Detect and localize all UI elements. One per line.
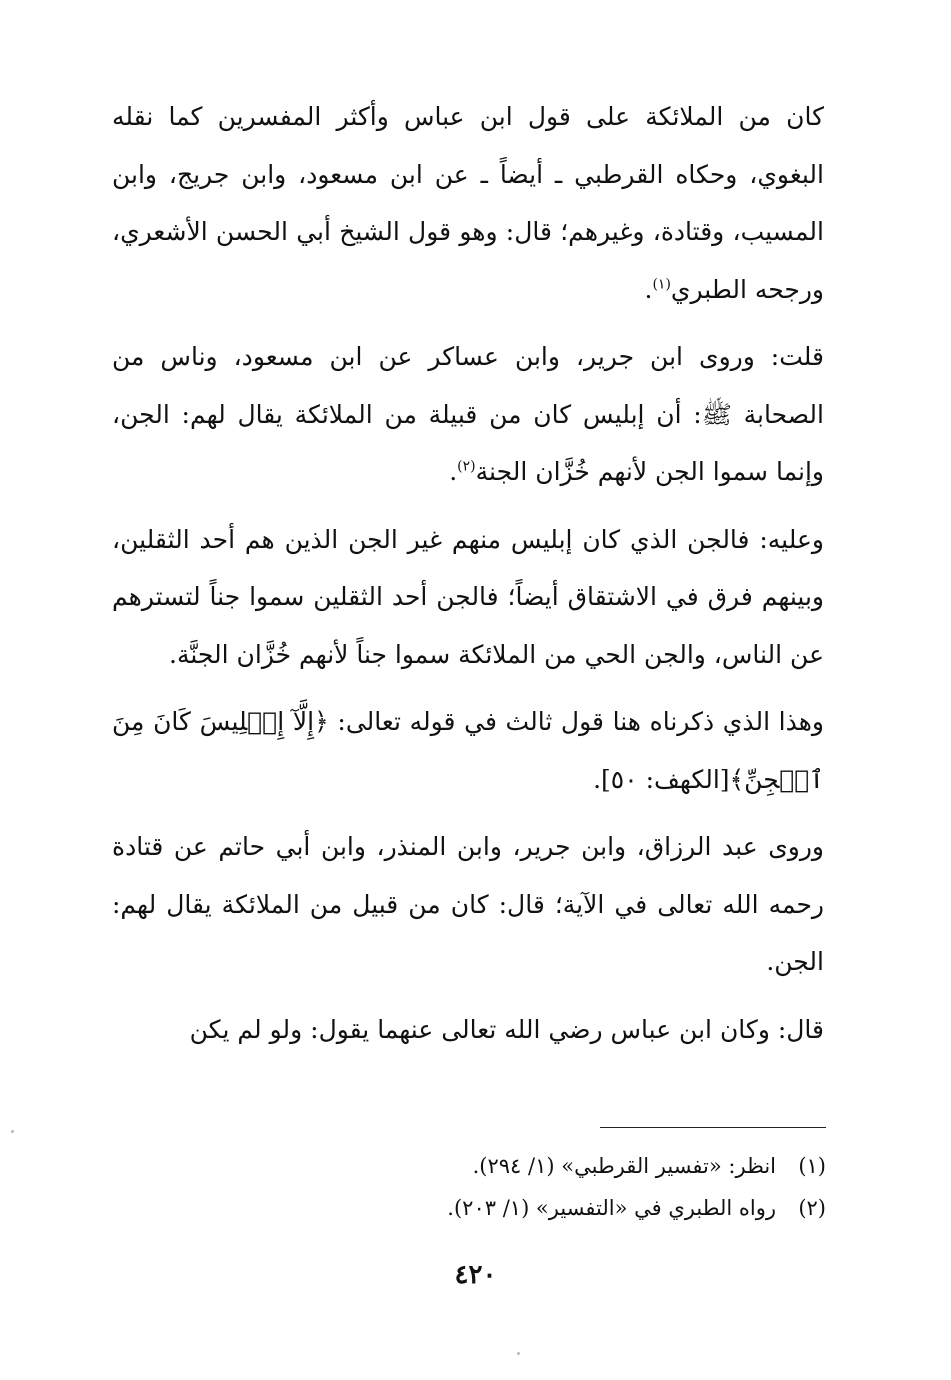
footnote-text: رواه الطبري في «التفسير» (١/ ٢٠٣).	[447, 1196, 776, 1220]
paragraph-2	[112, 328, 824, 501]
scan-speck	[11, 1130, 14, 1133]
footnote-1	[300, 1145, 826, 1187]
main-text	[112, 88, 824, 1068]
paragraph-text: وهذا الذي ذكرناه هنا قول ثالث في قوله تعالى: ﴿إِلَّآ إِبۡلِيسَ كَانَ مِنَ ٱلۡجِنِّ﴾[الكهف: ٥٠].	[112, 707, 824, 794]
paragraph-text: وعليه: فالجن الذي كان إبليس منهم غير الجن الذين هم أحد الثقلين، وبينهم فرق في الاشتقاق أيضاً؛ فالجن أحد الثقلين سموا جناً لتسترهم عن الناس، والجن الحي من الملائكة سموا جناً لأنهم خُزَّان الجنَّة.	[112, 524, 824, 669]
paragraph-text: وروى عبد الرزاق، وابن جرير، وابن المنذر، وابن أبي حاتم عن قتادة رحمه الله تعالى في الآية؛ قال: كان من قبيل من الملائكة يقال لهم: الجن.	[112, 832, 824, 976]
footnote-ref: (١)	[652, 276, 671, 293]
footnote-number: (١)	[798, 1154, 826, 1178]
paragraph-end: .	[644, 274, 653, 304]
footnote-divider	[600, 1127, 826, 1128]
paragraph-text: قال: وكان ابن عباس رضي الله تعالى عنهما يقول: ولو لم يكن	[189, 1014, 824, 1044]
paragraph-text: قلت: وروى ابن جرير، وابن عساكر عن ابن مسعود، وناس من الصحابة ﷺ: أن إبليس كان من قبيلة من الملائكة يقال لهم: الجن، وإنما سموا الجن لأنهم خُزَّان الجنة	[112, 342, 824, 486]
paragraph-1	[112, 88, 824, 318]
paragraph-6	[112, 1001, 824, 1059]
footnote-2	[300, 1187, 826, 1229]
paragraph-end: .	[449, 457, 458, 486]
scan-speck	[517, 1352, 520, 1355]
footnotes	[300, 1145, 826, 1229]
paragraph-4	[112, 693, 824, 808]
footnote-ref: (٢)	[457, 458, 476, 475]
paragraph-5	[112, 818, 824, 991]
footnote-text: انظر: «تفسير القرطبي» (١/ ٢٩٤).	[472, 1154, 776, 1178]
paragraph-text: كان من الملائكة على قول ابن عباس وأكثر المفسرين كما نقله البغوي، وحكاه القرطبي ـ أيضاً ـ عن ابن مسعود، وابن جريج، وابن المسيب، وقتادة، وغيرهم؛ قال: وهو قول الشيخ أبي الحسن الأشعري، ورجحه الطبري	[112, 102, 824, 304]
page-number: ٤٢٠	[454, 1260, 497, 1290]
paragraph-3	[112, 511, 824, 684]
footnote-number: (٢)	[798, 1196, 826, 1220]
